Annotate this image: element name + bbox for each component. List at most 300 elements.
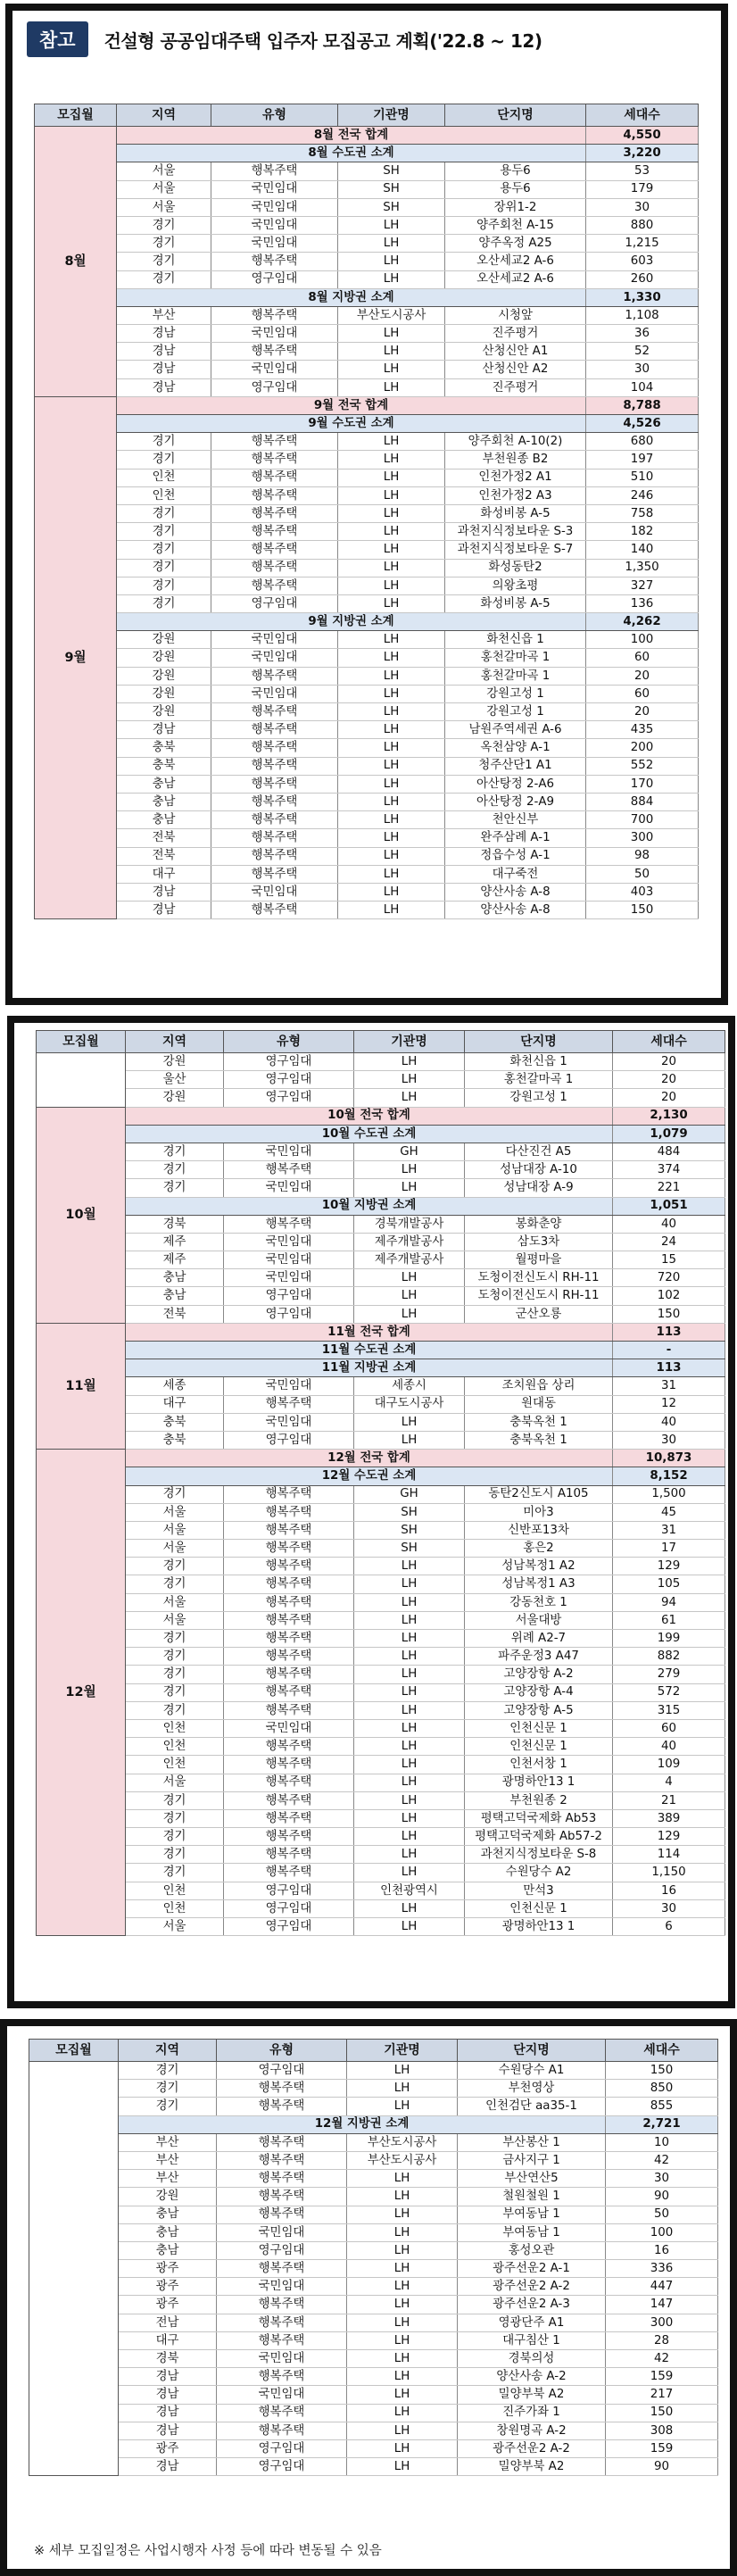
table-row: [37, 1305, 725, 1323]
agency-cell: LH: [338, 902, 445, 919]
type-cell: 영구임대: [224, 1431, 354, 1449]
complex-cell: 아산탕정 2-A9: [445, 793, 586, 810]
region-cell: 부산: [119, 2133, 217, 2151]
table-row: [37, 1611, 725, 1629]
units-cell: 20: [613, 1053, 725, 1071]
units-cell: 52: [586, 343, 699, 361]
region-cell: 경기: [126, 1485, 224, 1503]
table-row: [37, 1593, 725, 1611]
agency-cell: LH: [354, 1161, 465, 1179]
units-cell: 30: [613, 1899, 725, 1917]
page-panel-1: [5, 4, 728, 1005]
units-cell: 136: [586, 594, 699, 612]
type-cell: 행복주택: [211, 433, 338, 451]
agency-cell: SH: [338, 162, 445, 180]
type-cell: 국민임대: [211, 649, 338, 667]
region-cell: 경기: [117, 235, 211, 253]
summary-units: 8,788: [586, 396, 699, 414]
region-cell: 경기: [117, 577, 211, 594]
footnote: ※ 세부 모집일정은 사업시행자 사정 등에 따라 변동될 수 있음: [34, 2544, 382, 2558]
agency-cell: LH: [354, 1053, 465, 1071]
complex-cell: 홍천갈마곡 1: [445, 667, 586, 685]
region-cell: 인천: [117, 469, 211, 486]
type-cell: 국민임대: [217, 2223, 347, 2241]
agency-cell: LH: [338, 523, 445, 541]
type-cell: 행복주택: [211, 739, 338, 757]
table-row: [29, 2458, 718, 2476]
complex-cell: 파주운정3 A47: [465, 1648, 613, 1666]
units-cell: 36: [586, 325, 699, 343]
units-cell: 105: [613, 1575, 725, 1593]
agency-cell: LH: [347, 2331, 458, 2349]
type-cell: 행복주택: [211, 829, 338, 847]
table-header-row: [29, 2040, 718, 2062]
units-cell: 20: [586, 667, 699, 685]
summary-units: 2,130: [613, 1107, 725, 1125]
type-cell: 행복주택: [224, 1666, 354, 1683]
type-cell: 행복주택: [224, 1575, 354, 1593]
table-row: [37, 1233, 725, 1251]
agency-cell: LH: [354, 1701, 465, 1719]
region-cell: 충남: [117, 793, 211, 810]
region-cell: 서울: [126, 1611, 224, 1629]
type-cell: 행복주택: [211, 451, 338, 469]
units-cell: 150: [606, 2404, 718, 2422]
agency-cell: LH: [354, 1575, 465, 1593]
complex-cell: 홍은2: [465, 1540, 613, 1558]
region-cell: 서울: [117, 198, 211, 216]
agency-cell: LH: [354, 1071, 465, 1089]
type-cell: 행복주택: [211, 486, 338, 504]
table-row: [35, 793, 699, 810]
region-cell: 인천: [126, 1738, 224, 1756]
agency-cell: LH: [338, 325, 445, 343]
summary-label: 8월 수도권 소계: [117, 145, 586, 162]
region-cell: 부산: [119, 2170, 217, 2188]
complex-cell: 천안신부: [445, 811, 586, 829]
agency-cell: LH: [338, 594, 445, 612]
agency-cell: LH: [354, 1846, 465, 1864]
complex-cell: 충북옥천 1: [465, 1431, 613, 1449]
units-cell: 221: [613, 1179, 725, 1197]
table-row: [37, 1701, 725, 1719]
summary-label: 8월 전국 합계: [117, 127, 586, 145]
region-cell: 강원: [117, 631, 211, 649]
column-header-5: 세대수: [613, 1031, 725, 1053]
table-row: [35, 378, 699, 396]
units-cell: 374: [613, 1161, 725, 1179]
units-cell: 159: [606, 2368, 718, 2386]
type-cell: 행복주택: [217, 2133, 347, 2151]
units-cell: 60: [586, 685, 699, 702]
type-cell: 국민임대: [224, 1719, 354, 1737]
units-cell: 150: [613, 1305, 725, 1323]
reference-badge: 참고: [27, 21, 88, 57]
national-total-row: [37, 1107, 725, 1125]
complex-cell: 완주삼례 A-1: [445, 829, 586, 847]
agency-cell: LH: [338, 451, 445, 469]
type-cell: 영구임대: [224, 1071, 354, 1089]
complex-cell: 만석3: [465, 1882, 613, 1899]
type-cell: 행복주택: [211, 343, 338, 361]
column-header-0: 모집월: [35, 104, 117, 127]
complex-cell: 수원당수 A1: [458, 2062, 606, 2080]
units-cell: 16: [613, 1882, 725, 1899]
type-cell: 영구임대: [217, 2062, 347, 2080]
region-cell: 충북: [126, 1413, 224, 1431]
summary-units: -: [613, 1342, 725, 1359]
units-cell: 90: [606, 2458, 718, 2476]
type-cell: 행복주택: [224, 1756, 354, 1774]
units-cell: 104: [586, 378, 699, 396]
agency-cell: LH: [338, 270, 445, 288]
agency-cell: LH: [347, 2439, 458, 2457]
table-row: [29, 2098, 718, 2115]
table-row: [37, 1161, 725, 1179]
type-cell: 행복주택: [211, 902, 338, 919]
complex-cell: 홍성오관: [458, 2241, 606, 2259]
table-row: [35, 216, 699, 234]
complex-cell: 경북의성: [458, 2350, 606, 2368]
summary-label: 10월 수도권 소계: [126, 1125, 613, 1143]
region-cell: 세종: [126, 1377, 224, 1395]
agency-cell: 경북개발공사: [354, 1215, 465, 1233]
month-cell: 8월: [35, 127, 117, 397]
complex-cell: 인천신문 1: [465, 1899, 613, 1917]
subtotal-row: [29, 2115, 718, 2133]
agency-cell: LH: [354, 1738, 465, 1756]
type-cell: 국민임대: [217, 2278, 347, 2296]
units-cell: 279: [613, 1666, 725, 1683]
complex-cell: 인천서창 1: [465, 1756, 613, 1774]
units-cell: 850: [606, 2080, 718, 2098]
type-cell: 행복주택: [224, 1648, 354, 1666]
units-cell: 31: [613, 1521, 725, 1539]
agency-cell: LH: [338, 667, 445, 685]
type-cell: 행복주택: [217, 2422, 347, 2439]
units-cell: 435: [586, 721, 699, 739]
document-header: [27, 20, 542, 59]
agency-cell: SH: [338, 198, 445, 216]
units-cell: 30: [586, 361, 699, 378]
agency-cell: LH: [354, 1287, 465, 1305]
region-cell: 충남: [126, 1269, 224, 1287]
summary-units: 113: [613, 1323, 725, 1341]
type-cell: 행복주택: [211, 865, 338, 883]
complex-cell: 오산세교2 A-6: [445, 253, 586, 270]
national-total-row: [37, 1323, 725, 1341]
table-row: [37, 1575, 725, 1593]
units-cell: 150: [606, 2062, 718, 2080]
type-cell: 행복주택: [211, 793, 338, 810]
complex-cell: 부여동남 1: [458, 2206, 606, 2223]
month-cell: 10월: [37, 1107, 126, 1323]
subtotal-row: [37, 1359, 725, 1377]
table-row: [29, 2062, 718, 2080]
type-cell: 행복주택: [217, 2404, 347, 2422]
table-row: [37, 1089, 725, 1107]
table-row: [29, 2331, 718, 2349]
complex-cell: 양주옥정 A25: [445, 235, 586, 253]
table-row: [35, 775, 699, 793]
agency-cell: LH: [354, 1630, 465, 1648]
complex-cell: 부산봉산 1: [458, 2133, 606, 2151]
type-cell: 국민임대: [211, 361, 338, 378]
agency-cell: LH: [338, 847, 445, 865]
complex-cell: 화성비봉 A-5: [445, 594, 586, 612]
region-cell: 경기: [126, 1179, 224, 1197]
type-cell: 영구임대: [224, 1918, 354, 1936]
table-row: [37, 1558, 725, 1575]
units-cell: 447: [606, 2278, 718, 2296]
subtotal-row: [37, 1467, 725, 1485]
complex-cell: 옥천삼양 A-1: [445, 739, 586, 757]
agency-cell: LH: [347, 2188, 458, 2206]
agency-cell: LH: [347, 2386, 458, 2404]
type-cell: 행복주택: [224, 1611, 354, 1629]
complex-cell: 과천지식정보타운 S-7: [445, 541, 586, 559]
type-cell: 행복주택: [211, 469, 338, 486]
region-cell: 서울: [126, 1540, 224, 1558]
table-row: [35, 649, 699, 667]
complex-cell: 홍천갈마곡 1: [445, 649, 586, 667]
complex-cell: 부천원종 B2: [445, 451, 586, 469]
agency-cell: SH: [354, 1503, 465, 1521]
column-header-2: 유형: [211, 104, 338, 127]
units-cell: 403: [586, 883, 699, 901]
units-cell: 300: [586, 829, 699, 847]
region-cell: 서울: [117, 180, 211, 198]
region-cell: 경남: [119, 2368, 217, 2386]
table-row: [35, 577, 699, 594]
region-cell: 경남: [117, 378, 211, 396]
region-cell: 경기: [117, 559, 211, 577]
region-cell: 경남: [117, 902, 211, 919]
region-cell: 경기: [117, 451, 211, 469]
table-row: [35, 847, 699, 865]
agency-cell: LH: [338, 829, 445, 847]
complex-cell: 진주평거: [445, 378, 586, 396]
complex-cell: 고양장항 A-5: [465, 1701, 613, 1719]
agency-cell: 제주개발공사: [354, 1233, 465, 1251]
complex-cell: 인천가정2 A1: [445, 469, 586, 486]
region-cell: 경기: [126, 1809, 224, 1827]
summary-label: 8월 지방권 소계: [117, 288, 586, 306]
column-header-4: 단지명: [458, 2040, 606, 2062]
region-cell: 경기: [126, 1630, 224, 1648]
table-row: [35, 523, 699, 541]
region-cell: 강원: [117, 649, 211, 667]
table-row: [37, 1540, 725, 1558]
table-row: [35, 559, 699, 577]
type-cell: 영구임대: [211, 270, 338, 288]
units-cell: 182: [586, 523, 699, 541]
table-row: [29, 2151, 718, 2169]
table-row: [37, 1918, 725, 1936]
region-cell: 인천: [126, 1899, 224, 1917]
units-cell: 300: [606, 2314, 718, 2331]
complex-cell: 삼도3차: [465, 1233, 613, 1251]
column-header-1: 지역: [117, 104, 211, 127]
summary-units: 8,152: [613, 1467, 725, 1485]
table-row: [37, 1503, 725, 1521]
table-row: [37, 1683, 725, 1701]
type-cell: 행복주택: [224, 1738, 354, 1756]
subtotal-row: [37, 1125, 725, 1143]
complex-cell: 고양장항 A-4: [465, 1683, 613, 1701]
type-cell: 국민임대: [211, 685, 338, 702]
type-cell: 행복주택: [211, 775, 338, 793]
agency-cell: LH: [354, 1828, 465, 1846]
type-cell: 행복주택: [211, 523, 338, 541]
complex-cell: 과천지식정보타운 S-8: [465, 1846, 613, 1864]
summary-label: 12월 지방권 소계: [119, 2115, 606, 2133]
units-cell: 552: [586, 757, 699, 775]
month-cell: [37, 1053, 126, 1108]
type-cell: 국민임대: [217, 2386, 347, 2404]
complex-cell: 오산세교2 A-6: [445, 270, 586, 288]
complex-cell: 성남대장 A-10: [465, 1161, 613, 1179]
agency-cell: LH: [338, 343, 445, 361]
type-cell: 행복주택: [224, 1540, 354, 1558]
region-cell: 서울: [126, 1918, 224, 1936]
table-row: [29, 2133, 718, 2151]
units-cell: 114: [613, 1846, 725, 1864]
type-cell: 행복주택: [224, 1503, 354, 1521]
agency-cell: 제주개발공사: [354, 1251, 465, 1269]
units-cell: 572: [613, 1683, 725, 1701]
units-cell: 30: [606, 2170, 718, 2188]
complex-cell: 성남복정1 A2: [465, 1558, 613, 1575]
column-header-2: 유형: [224, 1031, 354, 1053]
units-cell: 50: [586, 865, 699, 883]
agency-cell: LH: [354, 1431, 465, 1449]
region-cell: 경남: [117, 883, 211, 901]
units-cell: 217: [606, 2386, 718, 2404]
agency-cell: SH: [354, 1540, 465, 1558]
type-cell: 국민임대: [217, 2350, 347, 2368]
type-cell: 행복주택: [224, 1161, 354, 1179]
summary-units: 1,051: [613, 1197, 725, 1215]
units-cell: 42: [606, 2350, 718, 2368]
table-row: [29, 2241, 718, 2259]
units-cell: 53: [586, 162, 699, 180]
units-cell: 42: [606, 2151, 718, 2169]
table-row: [37, 1269, 725, 1287]
region-cell: 전북: [117, 829, 211, 847]
complex-cell: 창원명곡 A-2: [458, 2422, 606, 2439]
table-row: [35, 703, 699, 721]
table-row: [29, 2206, 718, 2223]
agency-cell: LH: [354, 1179, 465, 1197]
table-row: [35, 306, 699, 324]
units-cell: 10: [606, 2133, 718, 2151]
complex-cell: 충북옥천 1: [465, 1413, 613, 1431]
region-cell: 충남: [117, 811, 211, 829]
units-cell: 45: [613, 1503, 725, 1521]
type-cell: 행복주택: [211, 162, 338, 180]
complex-cell: 양주회천 A-15: [445, 216, 586, 234]
complex-cell: 밀양부북 A2: [458, 2386, 606, 2404]
units-cell: 700: [586, 811, 699, 829]
region-cell: 충남: [126, 1287, 224, 1305]
complex-cell: 고양장항 A-2: [465, 1666, 613, 1683]
complex-cell: 광주선운2 A-1: [458, 2260, 606, 2278]
complex-cell: 인천가정2 A3: [445, 486, 586, 504]
complex-cell: 성남복정1 A3: [465, 1575, 613, 1593]
table-row: [37, 1846, 725, 1864]
agency-cell: LH: [338, 361, 445, 378]
summary-label: 11월 전국 합계: [126, 1323, 613, 1341]
region-cell: 충북: [117, 739, 211, 757]
agency-cell: LH: [347, 2422, 458, 2439]
table-row: [35, 162, 699, 180]
region-cell: 대구: [119, 2331, 217, 2349]
units-cell: 200: [586, 739, 699, 757]
subtotal-row: [37, 1197, 725, 1215]
region-cell: 서울: [126, 1593, 224, 1611]
complex-cell: 강원고성 1: [445, 703, 586, 721]
table-row: [37, 1053, 725, 1071]
region-cell: 부산: [119, 2151, 217, 2169]
units-cell: 100: [606, 2223, 718, 2241]
units-cell: 882: [613, 1648, 725, 1666]
agency-cell: 대구도시공사: [354, 1395, 465, 1413]
month-cell: 11월: [37, 1323, 126, 1449]
type-cell: 영구임대: [224, 1053, 354, 1071]
region-cell: 경북: [126, 1215, 224, 1233]
complex-cell: 광주선운2 A-2: [458, 2439, 606, 2457]
table-row: [35, 721, 699, 739]
complex-cell: 미아3: [465, 1503, 613, 1521]
agency-cell: LH: [347, 2080, 458, 2098]
complex-cell: 신반포13차: [465, 1521, 613, 1539]
table-row: [35, 325, 699, 343]
complex-cell: 강동천호 1: [465, 1593, 613, 1611]
complex-cell: 원대동: [465, 1395, 613, 1413]
agency-cell: LH: [347, 2062, 458, 2080]
region-cell: 충남: [119, 2241, 217, 2259]
agency-cell: GH: [354, 1143, 465, 1160]
region-cell: 경기: [126, 1683, 224, 1701]
summary-units: 113: [613, 1359, 725, 1377]
units-cell: 15: [613, 1251, 725, 1269]
region-cell: 경기: [117, 523, 211, 541]
column-header-0: 모집월: [29, 2040, 119, 2062]
subtotal-row: [35, 613, 699, 631]
region-cell: 경기: [126, 1648, 224, 1666]
complex-cell: 화천신읍 1: [465, 1053, 613, 1071]
column-header-1: 지역: [126, 1031, 224, 1053]
subtotal-row: [37, 1342, 725, 1359]
type-cell: 행복주택: [217, 2368, 347, 2386]
region-cell: 경기: [117, 541, 211, 559]
units-cell: 60: [613, 1719, 725, 1737]
agency-cell: LH: [338, 469, 445, 486]
complex-cell: 산청신안 A1: [445, 343, 586, 361]
complex-cell: 남원주역세권 A-6: [445, 721, 586, 739]
units-cell: 6: [613, 1918, 725, 1936]
table-row: [35, 811, 699, 829]
subtotal-row: [35, 145, 699, 162]
table-row: [35, 504, 699, 522]
agency-cell: 인천광역시: [354, 1882, 465, 1899]
subtotal-row: [35, 288, 699, 306]
units-cell: 40: [613, 1738, 725, 1756]
table-row: [37, 1774, 725, 1791]
units-cell: 140: [586, 541, 699, 559]
units-cell: 170: [586, 775, 699, 793]
